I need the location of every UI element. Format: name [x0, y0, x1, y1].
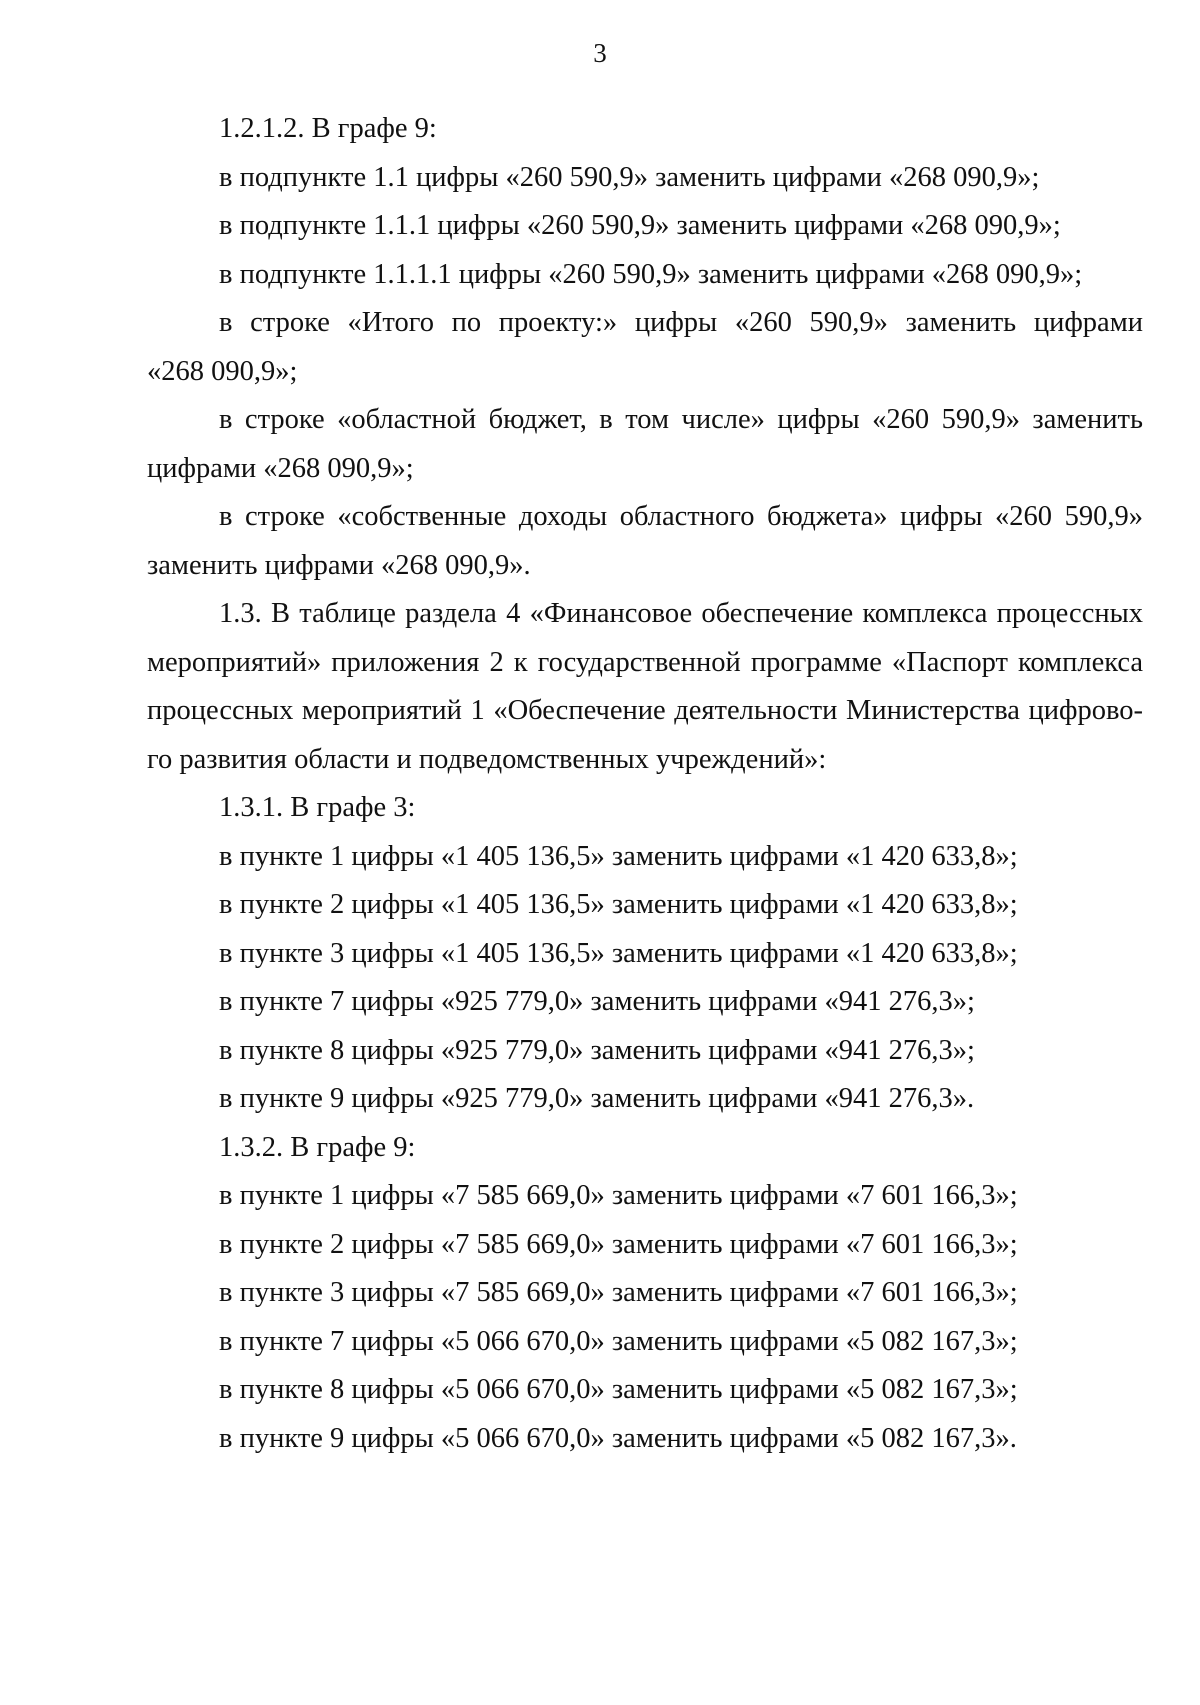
- paragraph: в пункте 8 цифры «5 066 670,0» заменить цифрами «5 082 167,3»;: [219, 1374, 1018, 1405]
- paragraph-heading: 1.3.2. В графе 9:: [219, 1131, 416, 1163]
- paragraph-line: в строке «областной бюджет, в том числе» цифры «260 590,9» заменить: [219, 404, 1143, 435]
- paragraph: [147, 493, 1143, 590]
- paragraph: в пункте 9 цифры «5 066 670,0» заменить цифрами «5 082 167,3».: [219, 1422, 1017, 1454]
- paragraph: [147, 299, 1143, 396]
- paragraph: в пункте 1 цифры «1 405 136,5» заменить цифрами «1 420 633,8»;: [219, 840, 1018, 872]
- paragraph-line: процессных мероприятий 1 «Обеспечение деятельности Министерства цифрово-: [147, 695, 1143, 726]
- paragraph: в пункте 2 цифры «7 585 669,0» заменить цифрами «7 601 166,3»;: [219, 1228, 1018, 1260]
- paragraph: в пункте 7 цифры «5 066 670,0» заменить цифрами «5 082 167,3»;: [219, 1325, 1018, 1357]
- paragraph: в пункте 8 цифры «925 779,0» заменить цифрами «941 276,3»;: [219, 1034, 975, 1066]
- paragraph-line: заменить цифрами «268 090,9».: [147, 549, 531, 581]
- paragraph-line: мероприятий» приложения 2 к государственной программе «Паспорт комплекса: [147, 646, 1143, 678]
- paragraph: в пункте 3 цифры «1 405 136,5» заменить цифрами «1 420 633,8»;: [219, 937, 1018, 969]
- paragraph: [147, 396, 1143, 493]
- paragraph: в пункте 3 цифры «7 585 669,0» заменить цифрами «7 601 166,3»;: [219, 1277, 1018, 1308]
- paragraph: в пункте 2 цифры «1 405 136,5» заменить цифрами «1 420 633,8»;: [219, 889, 1018, 920]
- paragraph: в пункте 9 цифры «925 779,0» заменить цифрами «941 276,3».: [219, 1083, 975, 1114]
- paragraph: в пункте 1 цифры «7 585 669,0» заменить цифрами «7 601 166,3»;: [219, 1180, 1018, 1211]
- paragraph-heading: 1.3.1. В графе 3:: [219, 792, 416, 823]
- paragraph-line: цифрами «268 090,9»;: [147, 452, 414, 484]
- page-number: 3: [593, 38, 607, 68]
- paragraph: в пункте 7 цифры «925 779,0» заменить цифрами «941 276,3»;: [219, 986, 975, 1017]
- paragraph: в подпункте 1.1 цифры «260 590,9» заменить цифрами «268 090,9»;: [219, 161, 1040, 193]
- paragraph-line: 1.3. В таблице раздела 4 «Финансовое обеспечение комплекса процессных: [219, 598, 1143, 629]
- paragraph-line: го развития области и подведомственных учреждений»:: [147, 743, 827, 775]
- paragraph: в подпункте 1.1.1.1 цифры «260 590,9» заменить цифрами «268 090,9»;: [219, 258, 1083, 290]
- paragraph-line: в строке «Итого по проекту:» цифры «260 590,9» заменить цифрами: [219, 307, 1143, 338]
- paragraph: в подпункте 1.1.1 цифры «260 590,9» заменить цифрами «268 090,9»;: [219, 210, 1061, 241]
- document-body: [147, 105, 1143, 1463]
- paragraph-line: «268 090,9»;: [147, 355, 298, 387]
- paragraph-line: в строке «собственные доходы областного бюджета» цифры «260 590,9»: [219, 501, 1143, 532]
- paragraph-section-1-3: [147, 590, 1143, 784]
- paragraph-heading: 1.2.1.2. В графе 9:: [219, 113, 437, 144]
